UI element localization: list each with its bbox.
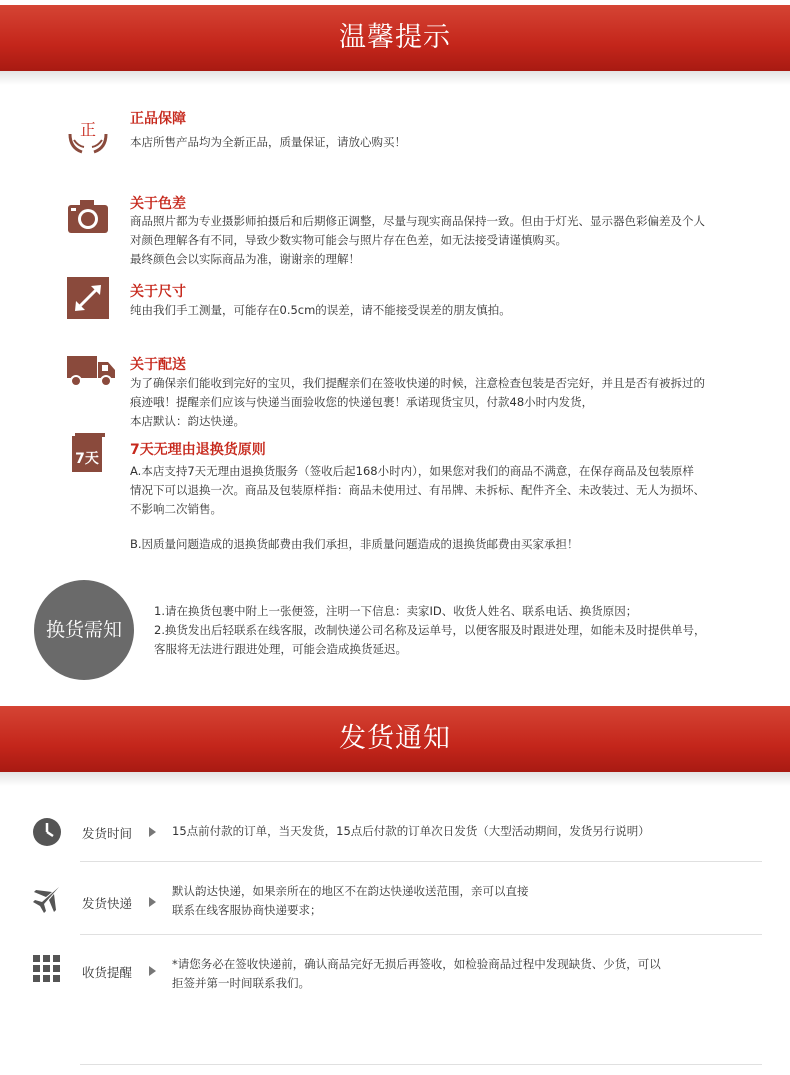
arrow-right-icon — [149, 827, 156, 837]
warm-tips-banner — [0, 5, 790, 71]
exchange-line: 2.换货发出后轻联系在线客服，改制快递公司名称及运单号，以便客服及时跟进处理，如能未及时提供单号， — [154, 623, 706, 637]
notice-line: B.因质量问题造成的退换货邮费由我们承担，非质量问题造成的退换货邮费由买家承担！ — [130, 537, 579, 551]
notice-line: 纯由我们手工测量，可能存在0.5cm的误差，请不能接受误差的朋友慎拍。 — [130, 303, 511, 317]
notice-line: A.本店支持7天无理由退换货服务（签收后起168小时内），如果您对我们的商品不满意，在保存商品及包装原样 — [130, 464, 694, 478]
notice-body-b — [130, 535, 760, 554]
shipping-text — [172, 822, 762, 841]
exchange-badge-label: 换货需知 — [45, 619, 122, 641]
notice-line: 最终颜色会以实际商品为准，谢谢亲的理解！ — [130, 252, 360, 266]
clock-icon — [32, 817, 62, 847]
divider — [80, 934, 762, 935]
notice-body — [130, 133, 760, 152]
resize-arrow-icon — [66, 276, 110, 320]
arrow-right-icon — [149, 897, 156, 907]
notice-line: 为了确保亲们能收到完好的宝贝，我们提醒亲们在签收快递的时候，注意检查包装是否完好，并且是否有被拆过的 — [130, 376, 705, 390]
hands-certified-icon — [66, 112, 110, 156]
camera-icon — [66, 195, 110, 239]
notice-body — [130, 301, 760, 320]
shipping-text — [172, 882, 762, 920]
notice-body — [130, 374, 760, 431]
exchange-notice-badge — [34, 580, 134, 680]
icon-text: 7天 — [75, 451, 99, 467]
exchange-line: 客服将无法进行跟进处理，可能会造成换货延迟。 — [154, 642, 407, 656]
shipping-line: 拒签并第一时间联系我们。 — [172, 976, 310, 990]
grid-icon — [32, 954, 62, 984]
shipping-label: 发货时间 — [82, 826, 133, 841]
banner-shadow — [0, 71, 790, 85]
banner-shadow — [0, 772, 790, 786]
divider — [80, 1064, 762, 1065]
banner-title: 发货通知 — [339, 723, 451, 754]
notice-title: 正品保障 — [130, 111, 186, 127]
notice-title: 关于尺寸 — [130, 284, 186, 300]
shipping-line: 联系在线客服协商快递要求； — [172, 903, 322, 917]
shipping-line: *请您务必在签收快递前，确认商品完好无损后再签收，如检验商品过程中发现缺货、少货，可以 — [172, 957, 661, 971]
notice-line: 商品照片都为专业摄影师拍摄后和后期修正调整，尽量与现实商品保持一致。但由于灯光、显示器色彩偏差及个人 — [130, 214, 705, 228]
shipping-label: 收货提醒 — [82, 965, 133, 980]
banner-title: 温馨提示 — [339, 22, 451, 53]
shipping-notice-banner — [0, 706, 790, 772]
airplane-icon — [32, 884, 62, 914]
notice-body — [130, 212, 760, 269]
exchange-line: 1.请在换货包裹中附上一张便签，注明一下信息：卖家ID、收货人姓名、联系电话、换货原因； — [154, 604, 638, 618]
notice-line: 痕迹哦！提醒亲们应该与快递当面验收您的快递包裹！承诺现货宝贝，付款48小时内发货， — [130, 395, 594, 409]
notice-line: 情况下可以退换一次。商品及包装原样指：商品未使用过、有吊牌、未拆标、配件齐全、未改装过、无人为损坏、 — [130, 483, 705, 497]
arrow-right-icon — [149, 966, 156, 976]
notice-line: 本店所售产品均为全新正品，质量保证，请放心购买！ — [130, 135, 406, 149]
notice-line: 不影响二次销售。 — [130, 502, 222, 516]
divider — [80, 861, 762, 862]
shipping-text — [172, 955, 762, 993]
shipping-label: 发货快递 — [82, 896, 133, 911]
delivery-truck-icon — [66, 348, 116, 392]
shipping-line: 默认韵达快递，如果亲所在的地区不在韵达快递收送范围，亲可以直接 — [172, 884, 529, 898]
notice-title: 关于色差 — [130, 196, 186, 212]
icon-text: 正 — [79, 120, 97, 139]
notice-title: 关于配送 — [130, 357, 186, 373]
notice-body — [130, 462, 760, 519]
notice-line: 本店默认：韵达快递。 — [130, 414, 245, 428]
notice-title: 7天无理由退换货原则 — [130, 442, 266, 458]
shipping-line: 15点前付款的订单，当天发货，15点后付款的订单次日发货（大型活动期间，发货另行说明） — [172, 824, 650, 838]
seven-day-return-icon — [66, 432, 110, 476]
notice-line: 对颜色理解各有不同，导致少数实物可能会与照片存在色差，如无法接受请谨慎购买。 — [130, 233, 567, 247]
exchange-notice-text — [154, 602, 774, 659]
